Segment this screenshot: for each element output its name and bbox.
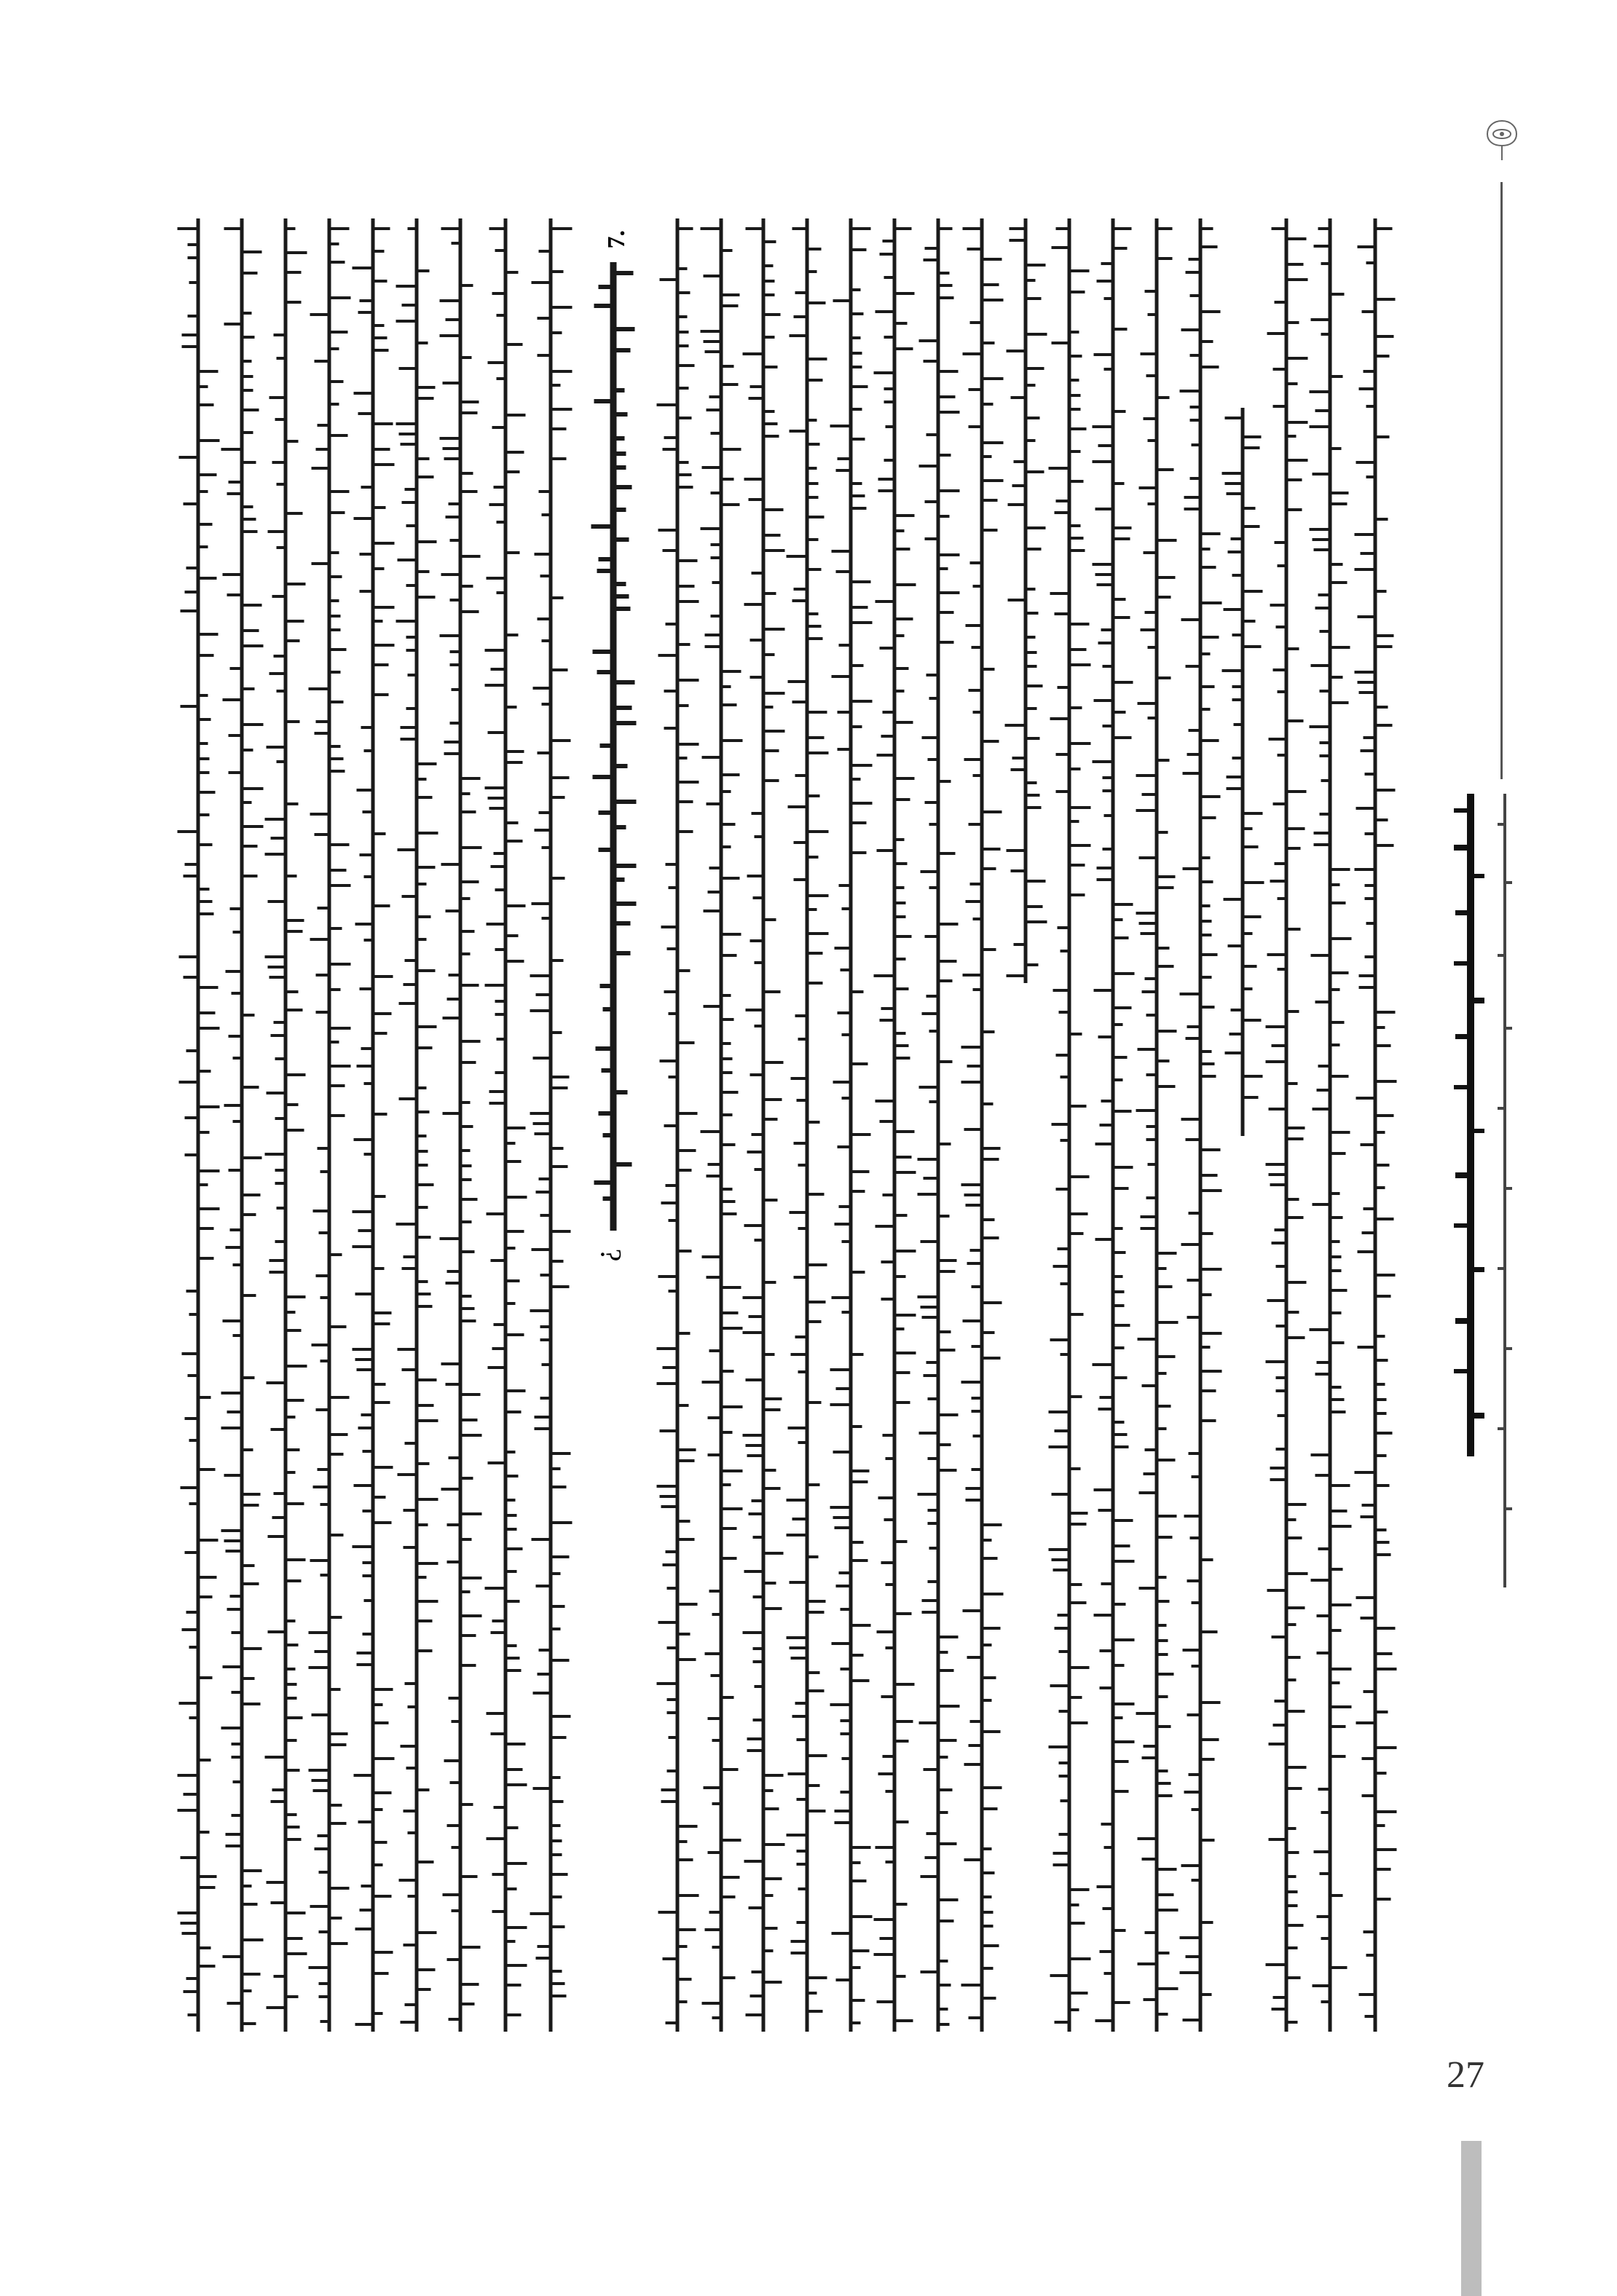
text-column (1355, 218, 1397, 2032)
text-column (1222, 408, 1264, 1136)
text-column (265, 218, 307, 2032)
text-column (961, 218, 1004, 2032)
text-column (1266, 218, 1308, 2032)
text-column (396, 218, 438, 2032)
text-column (221, 218, 264, 2032)
text-column (874, 218, 916, 2032)
text-column (530, 218, 573, 2032)
text-column (1136, 218, 1179, 2032)
text-column (1310, 218, 1352, 2032)
text-column (1093, 218, 1135, 2032)
text-column (743, 218, 785, 2032)
text-column (657, 218, 699, 2032)
text-column (787, 218, 829, 2032)
text-column (353, 218, 395, 2032)
text-column (1180, 218, 1222, 2032)
text-column (918, 218, 960, 2032)
text-column (485, 218, 527, 2032)
text-column (1005, 218, 1047, 983)
text-column (309, 218, 351, 2032)
text-column (440, 218, 482, 2032)
text-column (1049, 218, 1091, 2032)
section-question-mark: ? (594, 1248, 628, 1262)
text-column (701, 218, 743, 2032)
section-heading-column (591, 262, 637, 1231)
text-column (178, 218, 220, 2032)
text-column (830, 218, 873, 2032)
thumb-tab (1461, 2141, 1482, 2296)
section-number: 7. (603, 230, 630, 249)
page-number: 27 (1447, 2054, 1484, 2096)
